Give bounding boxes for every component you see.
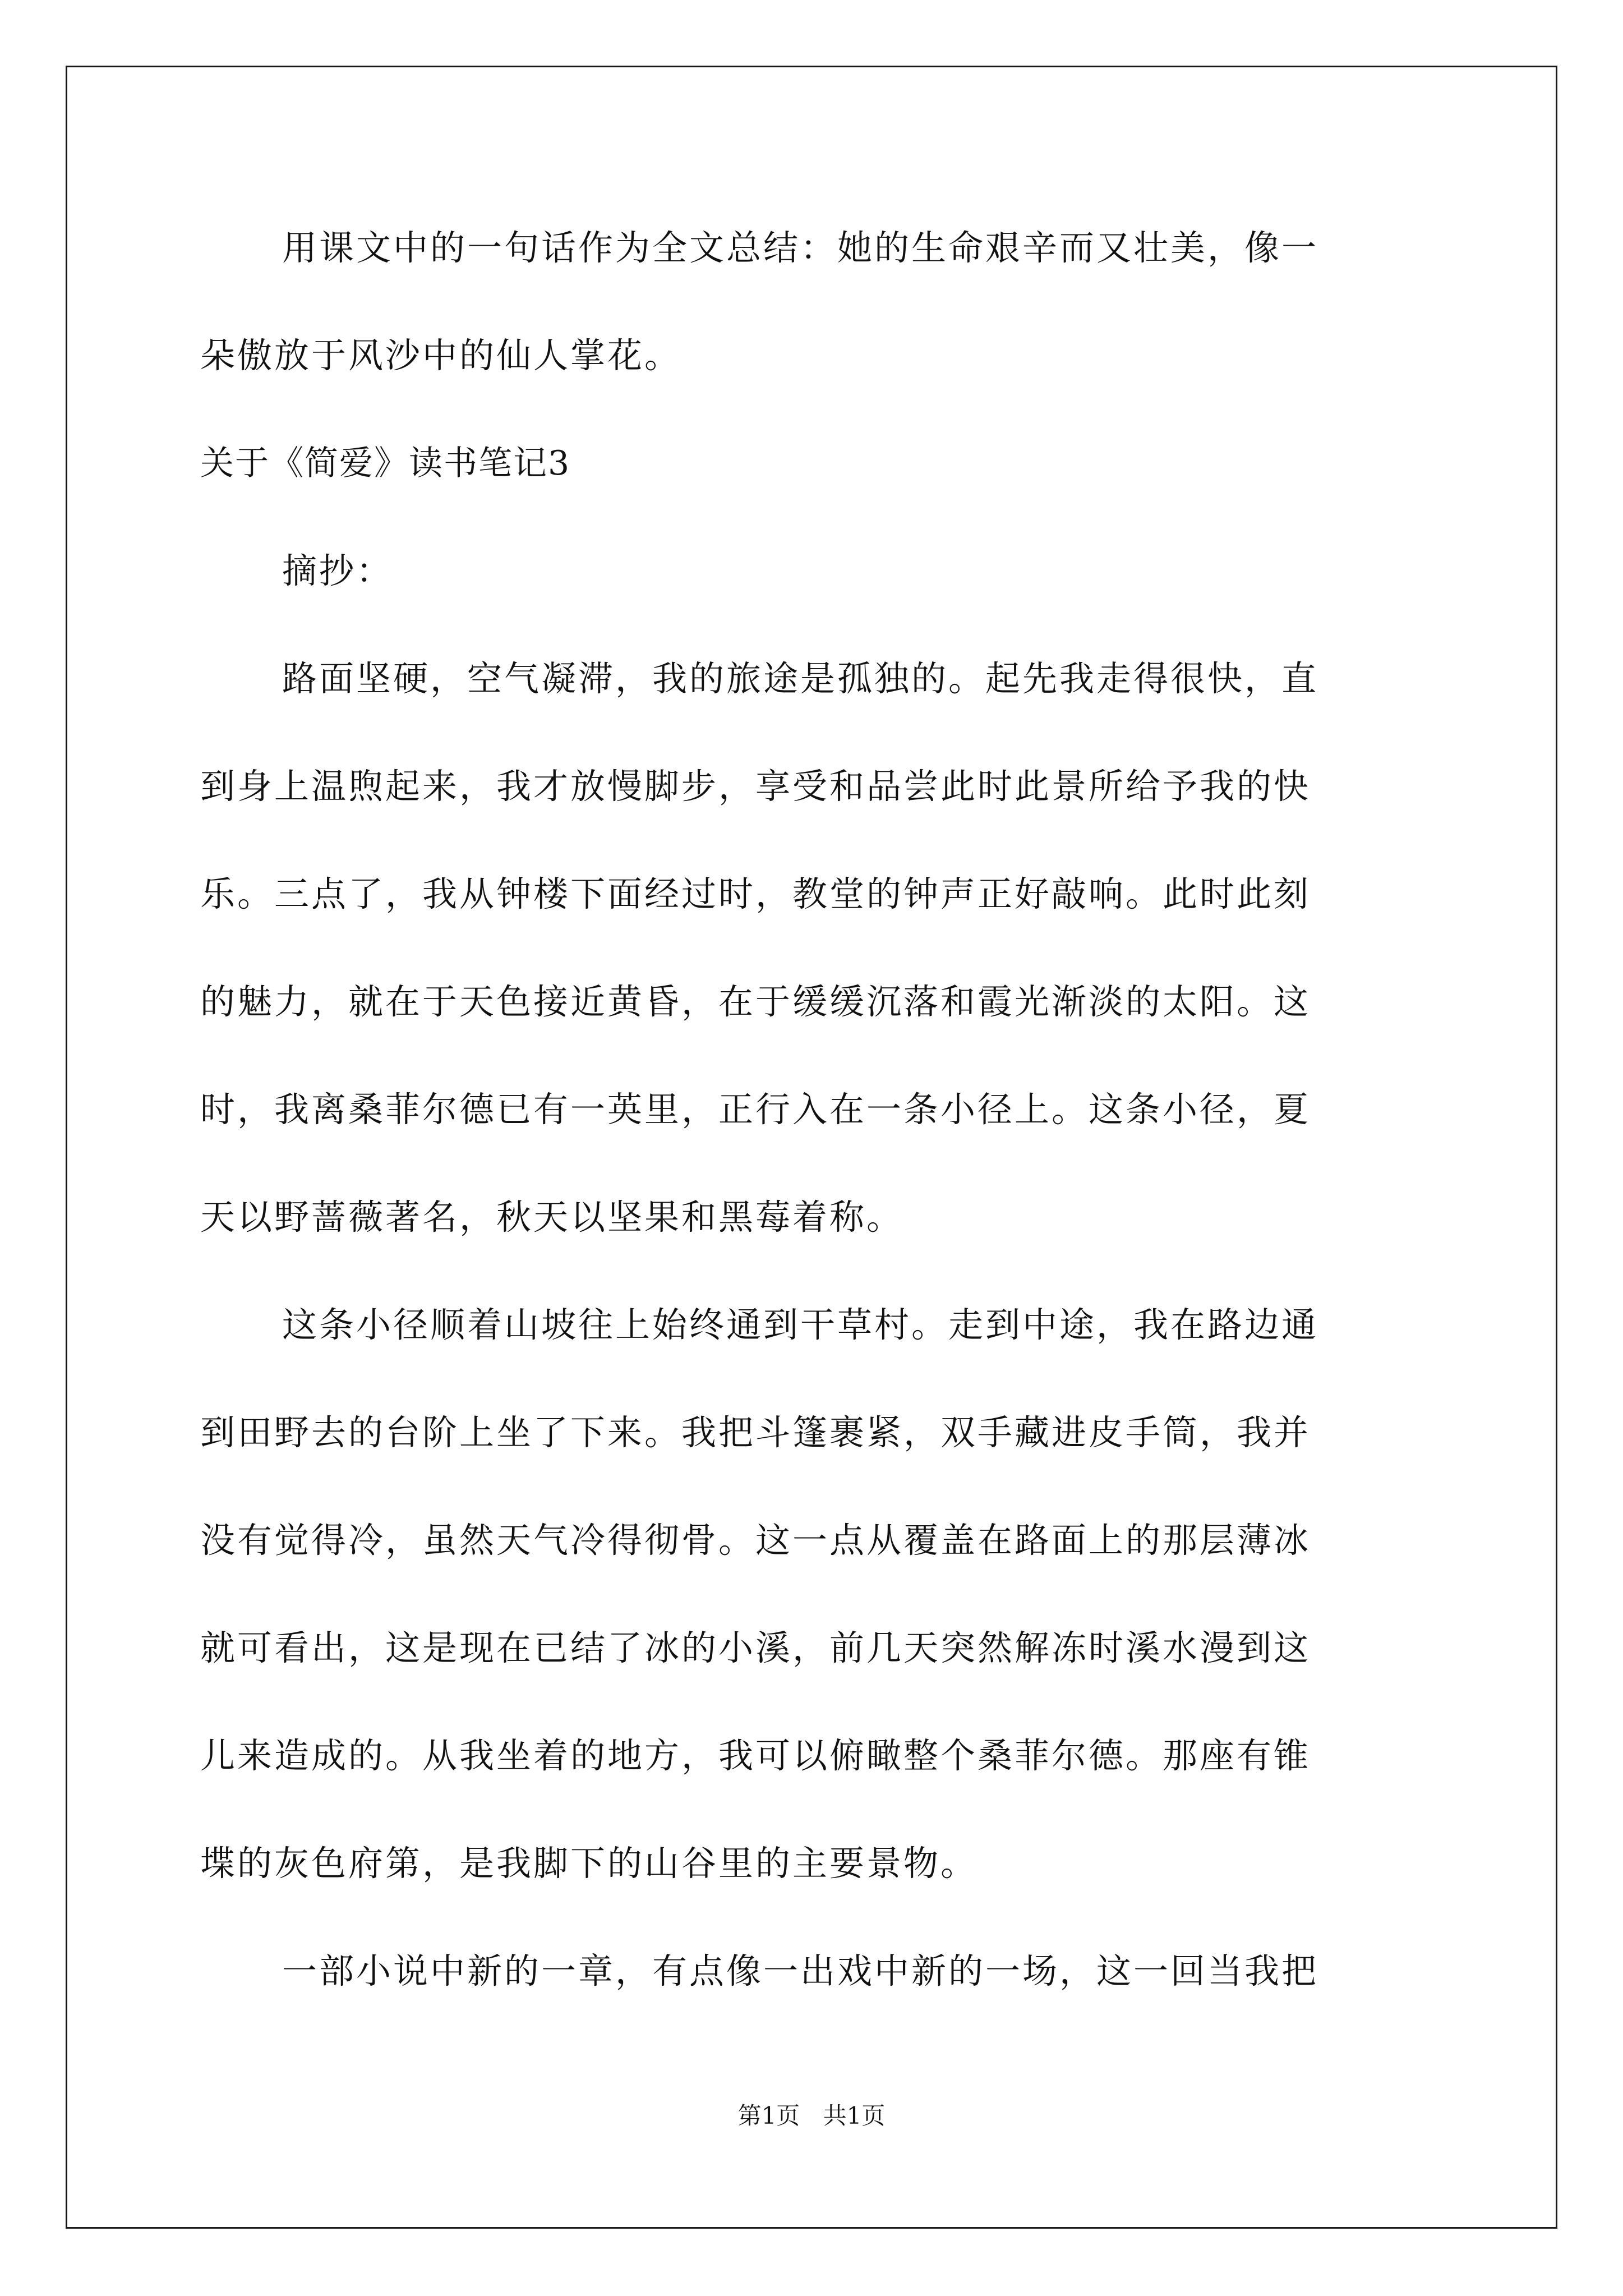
total-pages: 共1页 (823, 2102, 886, 2129)
paragraph-line: 没有觉得冷，虽然天气冷得彻骨。这一点从覆盖在路面上的那层薄冰 (200, 1520, 1311, 1561)
page-number: 第1页 (737, 2102, 800, 2129)
paragraph-line: 堞的灰色府第，是我脚下的山谷里的主要景物。 (200, 1843, 978, 1884)
paragraph-line: 这条小径顺着山坡往上始终通到干草村。走到中途，我在路边通 (282, 1304, 1319, 1345)
paragraph-line: 路面坚硬，空气凝滞，我的旅途是孤独的。起先我走得很快，直 (282, 658, 1319, 699)
page-footer (0, 2099, 1623, 2133)
paragraph-line: 一部小说中新的一章，有点像一出戏中新的一场，这一回当我把 (282, 1950, 1319, 1991)
paragraph-line: 到身上温煦起来，我才放慢脚步，享受和品尝此时此景所给予我的快 (200, 766, 1311, 807)
paragraph-line: 时，我离桑菲尔德已有一英里，正行入在一条小径上。这条小径，夏 (200, 1089, 1311, 1130)
paragraph-line: 摘抄： (282, 550, 394, 591)
paragraph-line: 朵傲放于风沙中的仙人掌花。 (200, 335, 682, 376)
paragraph-line: 天以野蔷薇著名，秋天以坚果和黑莓着称。 (200, 1197, 904, 1237)
paragraph-line: 乐。三点了，我从钟楼下面经过时，教堂的钟声正好敲响。此时此刻 (200, 873, 1311, 914)
paragraph-line: 就可看出，这是现在已结了冰的小溪，前几天突然解冻时溪水漫到这 (200, 1627, 1311, 1668)
section-heading: 关于《简爱》读书笔记3 (200, 444, 571, 483)
document-body (200, 211, 1423, 2042)
paragraph-line: 用课文中的一句话作为全文总结：她的生命艰辛而又壮美，像一 (282, 227, 1319, 268)
paragraph-line: 的魅力，就在于天色接近黄昏，在于缓缓沉落和霞光渐淡的太阳。这 (200, 981, 1311, 1022)
paragraph-line: 儿来造成的。从我坐着的地方，我可以俯瞰整个桑菲尔德。那座有锥 (200, 1735, 1311, 1776)
paragraph-line: 到田野去的台阶上坐了下来。我把斗篷裹紧，双手藏进皮手筒，我并 (200, 1412, 1311, 1453)
